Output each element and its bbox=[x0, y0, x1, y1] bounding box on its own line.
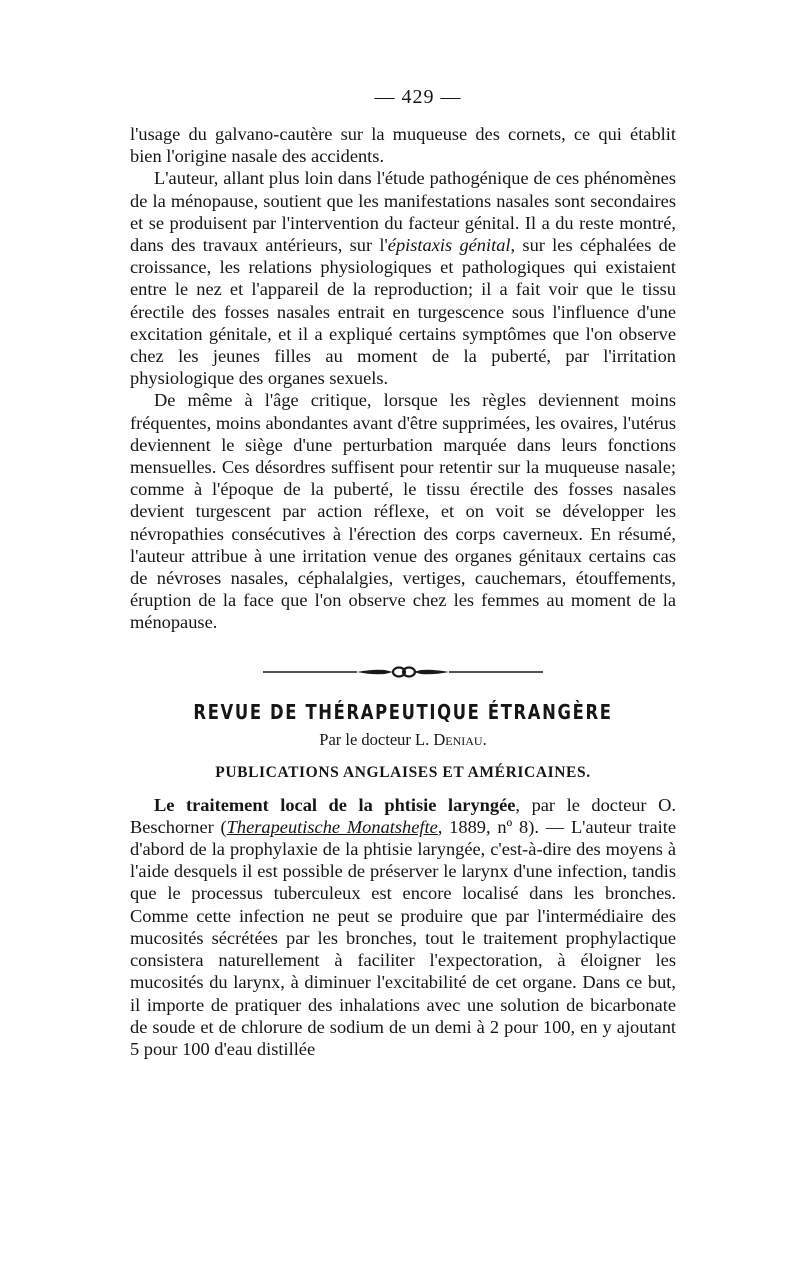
article-title: Le traitement local de la phtisie laryngée bbox=[154, 794, 516, 815]
section-title: REVUE DE THÉRAPEUTIQUE ÉTRANGÈRE bbox=[193, 699, 613, 724]
page-number: — 429 — bbox=[374, 86, 462, 108]
book-page bbox=[130, 86, 676, 1060]
paragraph-1: l'usage du galvano-cautère sur la muqueuse des cornets, ce qui établit bien l'origine nasale des accidents. bbox=[130, 124, 676, 167]
article-paragraph bbox=[130, 794, 676, 1060]
paragraph-2-part1: L'auteur, allant plus loin dans l'étude pathogénique de ces phénomènes de la ménopause, soutient que les manifestations nasales sont secondaires et se produisent par l'intervention du facteur génital. Il a du reste montré, dans des travaux antérieurs, sur l' bbox=[130, 168, 676, 256]
article-body: , 1889, nº 8). — L'auteur traite d'abord de la prophylaxie de la phtisie laryngée, c'est-à-dire des moyens à l'aide desquels il est possible de préserver le larynx d'une infection, tandis que le processus tuberculeux est encore localisé dans les bronches. Comme cette infection ne peut se produire que par l'intermédiaire des mucosités sécrétées par les bronches, tout le traitement prophylactique consistera naturellement à faciliter l'expectoration, à éloigner les mucosités du larynx, à diminuer l'excitabilité de cet organe. Dans ce but, il importe de pratiquer des inhalations avec une solution de bicarbonate de soude et de chlorure de sodium de un demi à 2 pour 100, en y ajoutant 5 pour 100 d'eau distillée bbox=[130, 816, 677, 1059]
byline bbox=[130, 730, 676, 750]
subsection-title: PUBLICATIONS ANGLAISES ET AMÉRICAINES. bbox=[215, 763, 591, 781]
byline-prefix: Par le docteur L. bbox=[319, 729, 434, 749]
ornamental-separator bbox=[263, 664, 543, 680]
article-after-title: , par le docteur O. Beschorner ( bbox=[130, 794, 676, 837]
article-journal: Therapeutische Monatshefte bbox=[226, 816, 438, 837]
byline-author: Deniau. bbox=[433, 729, 487, 749]
paragraph-2-part2: , sur les céphalées de croissance, les relations physiologiques et pathologiques qui existaient entre le nez et l'appareil de la reproduction; il a fait voir que le tissu érectile des fosses nasales entrait en turgescence sous l'influence d'une excitation génitale, et il a expliqué certains symptômes que l'on observe chez les jeunes filles au moment de la puberté, par l'irritation physiologique des organes sexuels. bbox=[130, 235, 676, 389]
paragraph-2-italic: épistaxis génital bbox=[387, 235, 511, 256]
paragraph-3: De même à l'âge critique, lorsque les règles deviennent moins fréquentes, moins abondantes avant d'être supprimées, les ovaires, l'utérus deviennent le siège d'une perturbation marquée dans leurs fonctions mensuelles. Ces désordres suffisent pour retentir sur la muqueuse nasale; comme à l'époque de la puberté, le tissu érectile des fosses nasales devient turgescent par action réflexe, et on voit se développer les névropathies consécutives à l'érection des corps caverneux. En résumé, l'auteur attribue à une irritation venue des organes génitaux certains cas de névroses nasales, céphalalgies, vertiges, cauchemars, étouffements, éruption de la face que l'on observe chez les femmes au moment de la ménopause. bbox=[130, 390, 676, 633]
paragraph-2 bbox=[130, 167, 676, 389]
